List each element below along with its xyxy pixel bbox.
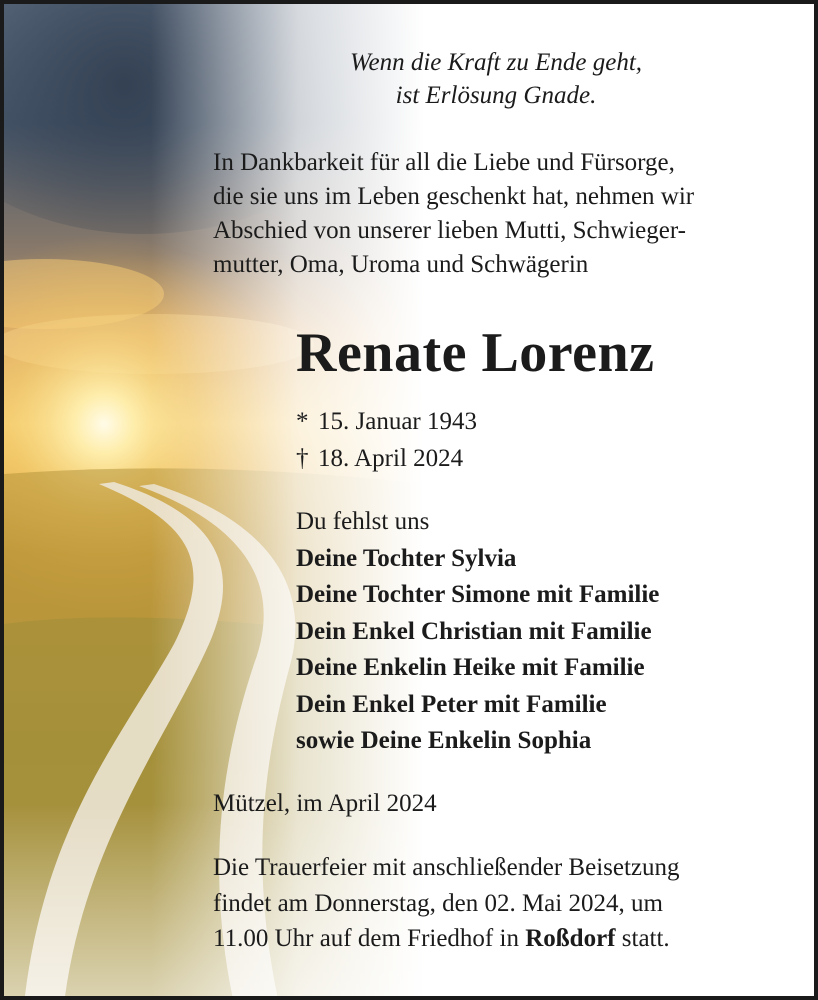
motto [204,46,788,112]
funeral-line: Die Trauerfeier mit anschließender Beisetzung [213,854,680,881]
mourner-name: sowie Deine Enkelin Sophia [296,727,592,754]
deceased-name: Renate Lorenz [296,322,655,384]
motto-line: Wenn die Kraft zu Ende geht, [349,49,643,76]
place-and-date: Mützel, im April 2024 [213,790,437,817]
intro-line: In Dankbarkeit für all die Liebe und Fürsorge, [213,149,675,176]
funeral-notice [213,850,788,957]
mourner-name: Deine Tochter Sylvia [296,544,517,572]
mourner-name: Dein Enkel Peter mit Familie [296,690,607,718]
death-cross-icon: † [296,445,309,472]
intro-line: Abschied von unserer lieben Mutti, Schwieger- [213,217,686,244]
funeral-line [213,921,788,957]
funeral-line: findet am Donnerstag, den 02. Mai 2024, um [213,889,663,917]
mourners-list [296,504,796,760]
intro-paragraph [213,146,793,282]
funeral-time-text: 11.00 Uhr auf dem Friedhof in [213,925,519,952]
death-date-line [296,440,696,477]
death-date: 18. April 2024 [318,445,464,472]
funeral-end-text: statt. [621,925,670,952]
motto-line: ist Erlösung Gnade. [395,82,597,109]
mourners-lead: Du fehlst uns [296,508,430,535]
mourner-name: Deine Enkelin Heike mit Familie [296,654,645,681]
birth-date: 15. Januar 1943 [318,408,477,435]
intro-line: mutter, Oma, Uroma und Schwägerin [213,251,589,278]
funeral-location: Roßdorf [525,925,616,952]
birth-star-icon: * [296,408,309,435]
intro-line: die sie uns im Leben geschenkt hat, nehmen wir [213,183,695,210]
mourner-name: Dein Enkel Christian mit Familie [296,617,652,645]
mourner-name: Deine Tochter Simone mit Familie [296,581,660,608]
birth-date-line [296,403,696,440]
life-dates [296,403,696,477]
